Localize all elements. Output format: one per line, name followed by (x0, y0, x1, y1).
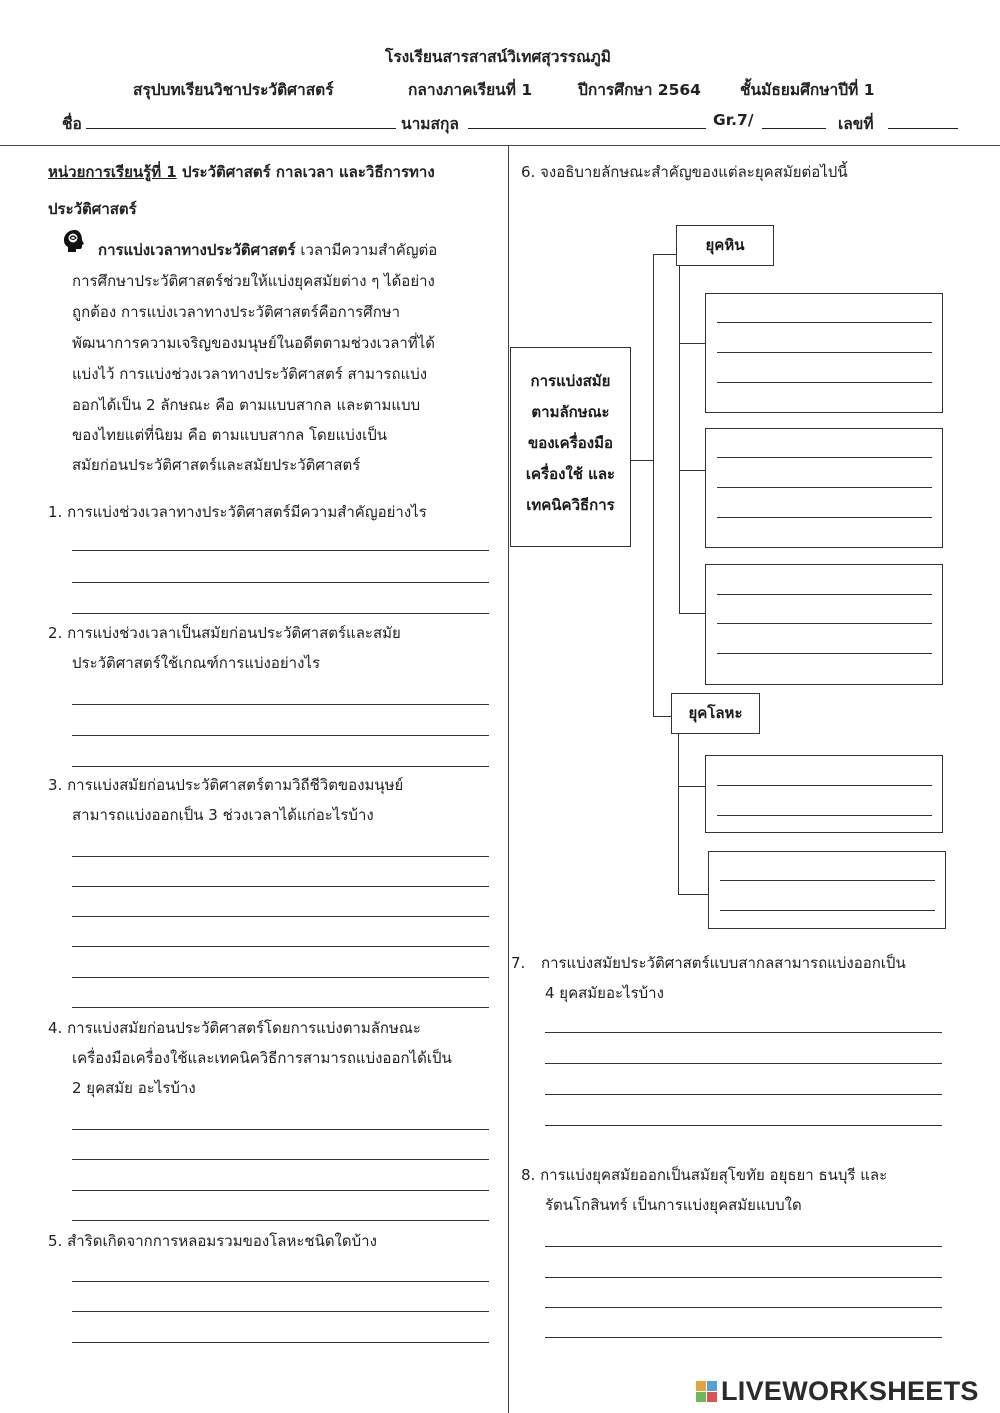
intro-line: แบ่งไว้ การแบ่งช่วงเวลาทางประวัติศาสตร์ สามารถแบ่ง (72, 365, 428, 383)
connector (678, 894, 708, 895)
stone-age-label: ยุคหิน (676, 225, 774, 266)
connector (678, 786, 705, 787)
brain-head-icon (62, 228, 88, 254)
class-field[interactable] (762, 128, 826, 129)
answer-line[interactable] (72, 856, 489, 857)
answer-line[interactable] (72, 1342, 489, 1343)
number-field[interactable] (888, 128, 958, 129)
answer-line[interactable] (72, 582, 489, 583)
question-7-number: 7. (511, 954, 526, 972)
metal-age-answer-box (708, 851, 946, 929)
classification-center-box (510, 347, 631, 547)
answer-line[interactable] (72, 916, 489, 917)
connector (653, 254, 676, 255)
class-label: Gr.7/ (713, 111, 754, 129)
surname-field[interactable] (468, 128, 706, 129)
answer-line[interactable] (717, 815, 932, 816)
answer-line[interactable] (72, 1311, 489, 1312)
center-label-line: เครื่องใช้ และ (525, 465, 616, 483)
stone-age-answer-box (705, 428, 943, 548)
stone-age-answer-box (705, 564, 943, 685)
answer-line[interactable] (717, 653, 932, 654)
question-4-line2: เครื่องมือเครื่องใช้และเทคนิควิธีการสามารถแบ่งออกได้เป็น (72, 1049, 452, 1067)
answer-line[interactable] (72, 1281, 489, 1282)
answer-line[interactable] (720, 880, 935, 881)
intro-line: ของไทยแต่ที่นิยม คือ ตามแบบสากล โดยแบ่งเป็น (72, 426, 387, 444)
center-label-line: การแบ่งสมัย (530, 372, 611, 390)
connector (631, 460, 653, 461)
answer-line[interactable] (717, 382, 932, 383)
intro-line: พัฒนาการความเจริญของมนุษย์ในอดีตตามช่วงเวลาที่ได้ (72, 334, 435, 352)
intro-line: ถูกต้อง การแบ่งเวลาทางประวัติศาสตร์คือการศึกษา (72, 303, 401, 321)
question-3-line2: สามารถแบ่งออกเป็น 3 ช่วงเวลาได้แก่อะไรบ้าง (72, 806, 374, 824)
summary-title: สรุปบทเรียนวิชาประวัติศาสตร์ (133, 81, 334, 99)
answer-line[interactable] (72, 1007, 489, 1008)
answer-line[interactable] (717, 623, 932, 624)
answer-line[interactable] (545, 1032, 942, 1033)
answer-line[interactable] (72, 946, 489, 947)
name-label: ชื่อ (62, 115, 82, 133)
answer-line[interactable] (72, 550, 489, 551)
column-divider (508, 145, 509, 1413)
surname-label: นามสกุล (401, 115, 459, 133)
liveworksheets-logo-icon (696, 1381, 718, 1403)
question-2-line2: ประวัติศาสตร์ใช้เกณฑ์การแบ่งอย่างไร (72, 654, 320, 672)
answer-line[interactable] (717, 785, 932, 786)
connector (679, 613, 705, 614)
intro-line: สมัยก่อนประวัติศาสตร์และสมัยประวัติศาสตร์ (72, 456, 361, 474)
connector (653, 254, 654, 716)
question-2-line1: 2. การแบ่งช่วงเวลาเป็นสมัยก่อนประวัติศาสตร์และสมัย (48, 624, 401, 642)
metal-age-label: ยุคโลหะ (671, 693, 760, 734)
number-label: เลขที่ (838, 115, 874, 133)
question-1: 1. การแบ่งช่วงเวลาทางประวัติศาสตร์มีความสำคัญอย่างไร (48, 503, 427, 521)
metal-age-answer-box (705, 755, 943, 833)
answer-line[interactable] (545, 1125, 942, 1126)
liveworksheets-brand: LIVEWORKSHEETS (721, 1376, 979, 1406)
connector (679, 266, 680, 614)
question-7-line2: 4 ยุคสมัยอะไรบ้าง (545, 984, 664, 1002)
answer-line[interactable] (717, 487, 932, 488)
intro-first-line (98, 235, 437, 265)
question-6: 6. จงอธิบายลักษณะสำคัญของแต่ละยุคสมัยต่อไปนี้ (521, 163, 848, 181)
answer-line[interactable] (72, 1129, 489, 1130)
answer-line[interactable] (72, 977, 489, 978)
question-8-line2: รัตนโกสินทร์ เป็นการแบ่งยุคสมัยแบบใด (545, 1196, 802, 1214)
answer-line[interactable] (72, 735, 489, 736)
header-divider (0, 145, 1000, 146)
intro-text-start: เวลามีความสำคัญต่อ (295, 241, 438, 259)
answer-line[interactable] (545, 1094, 942, 1095)
question-5: 5. สำริดเกิดจากการหลอมรวมของโลหะชนิดใดบ้าง (48, 1232, 377, 1250)
answer-line[interactable] (545, 1246, 942, 1247)
answer-line[interactable] (545, 1277, 942, 1278)
answer-line[interactable] (717, 517, 932, 518)
answer-line[interactable] (72, 1220, 489, 1221)
answer-line[interactable] (717, 457, 932, 458)
year-label: ปีการศึกษา 2564 (578, 81, 701, 99)
name-field[interactable] (86, 128, 396, 129)
center-label-line: ตามลักษณะ (531, 403, 610, 421)
term-label: กลางภาคเรียนที่ 1 (408, 81, 533, 99)
answer-line[interactable] (717, 322, 932, 323)
connector (679, 470, 705, 471)
answer-line[interactable] (720, 910, 935, 911)
answer-line[interactable] (72, 1190, 489, 1191)
unit-title-line2: ประวัติศาสตร์ (48, 200, 137, 218)
unit-title: หน่วยการเรียนรู้ที่ 1 (48, 163, 177, 181)
intro-line: ออกได้เป็น 2 ลักษณะ คือ ตามแบบสากล และตามแบบ (72, 396, 421, 414)
answer-line[interactable] (545, 1063, 942, 1064)
answer-line[interactable] (72, 613, 489, 614)
answer-line[interactable] (72, 1159, 489, 1160)
connector (679, 343, 705, 344)
answer-line[interactable] (717, 352, 932, 353)
connector (653, 716, 671, 717)
school-name: โรงเรียนสารสาสน์วิเทศสุวรรณภูมิ (385, 48, 611, 66)
question-7-line1: การแบ่งสมัยประวัติศาสตร์แบบสากลสามารถแบ่งออกเป็น (541, 954, 906, 972)
question-4-line1: 4. การแบ่งสมัยก่อนประวัติศาสตร์โดยการแบ่งตามลักษณะ (48, 1019, 421, 1037)
answer-line[interactable] (72, 704, 489, 705)
answer-line[interactable] (72, 766, 489, 767)
unit-subject: ประวัติศาสตร์ กาลเวลา และวิธีการทาง (176, 163, 435, 181)
answer-line[interactable] (72, 886, 489, 887)
stone-age-answer-box (705, 293, 943, 413)
answer-line[interactable] (545, 1337, 942, 1338)
grade-label: ชั้นมัธยมศึกษาปีที่ 1 (740, 81, 875, 99)
answer-line[interactable] (545, 1307, 942, 1308)
connector (678, 734, 679, 895)
center-label-line: ของเครื่องมือ (527, 434, 614, 452)
answer-line[interactable] (717, 594, 932, 595)
unit-title-line1 (48, 157, 435, 187)
question-4-line3: 2 ยุคสมัย อะไรบ้าง (72, 1079, 196, 1097)
question-3-line1: 3. การแบ่งสมัยก่อนประวัติศาสตร์ตามวิถีชีวิตของมนุษย์ (48, 776, 404, 794)
intro-line: การศึกษาประวัติศาสตร์ช่วยให้แบ่งยุคสมัยต่าง ๆ ได้อย่าง (72, 272, 435, 290)
center-label-line: เทคนิควิธีการ (526, 496, 615, 514)
question-8-line1: 8. การแบ่งยุคสมัยออกเป็นสมัยสุโขทัย อยุธยา ธนบุรี และ (521, 1166, 888, 1184)
intro-heading: การแบ่งเวลาทางประวัติศาสตร์ (98, 241, 296, 259)
